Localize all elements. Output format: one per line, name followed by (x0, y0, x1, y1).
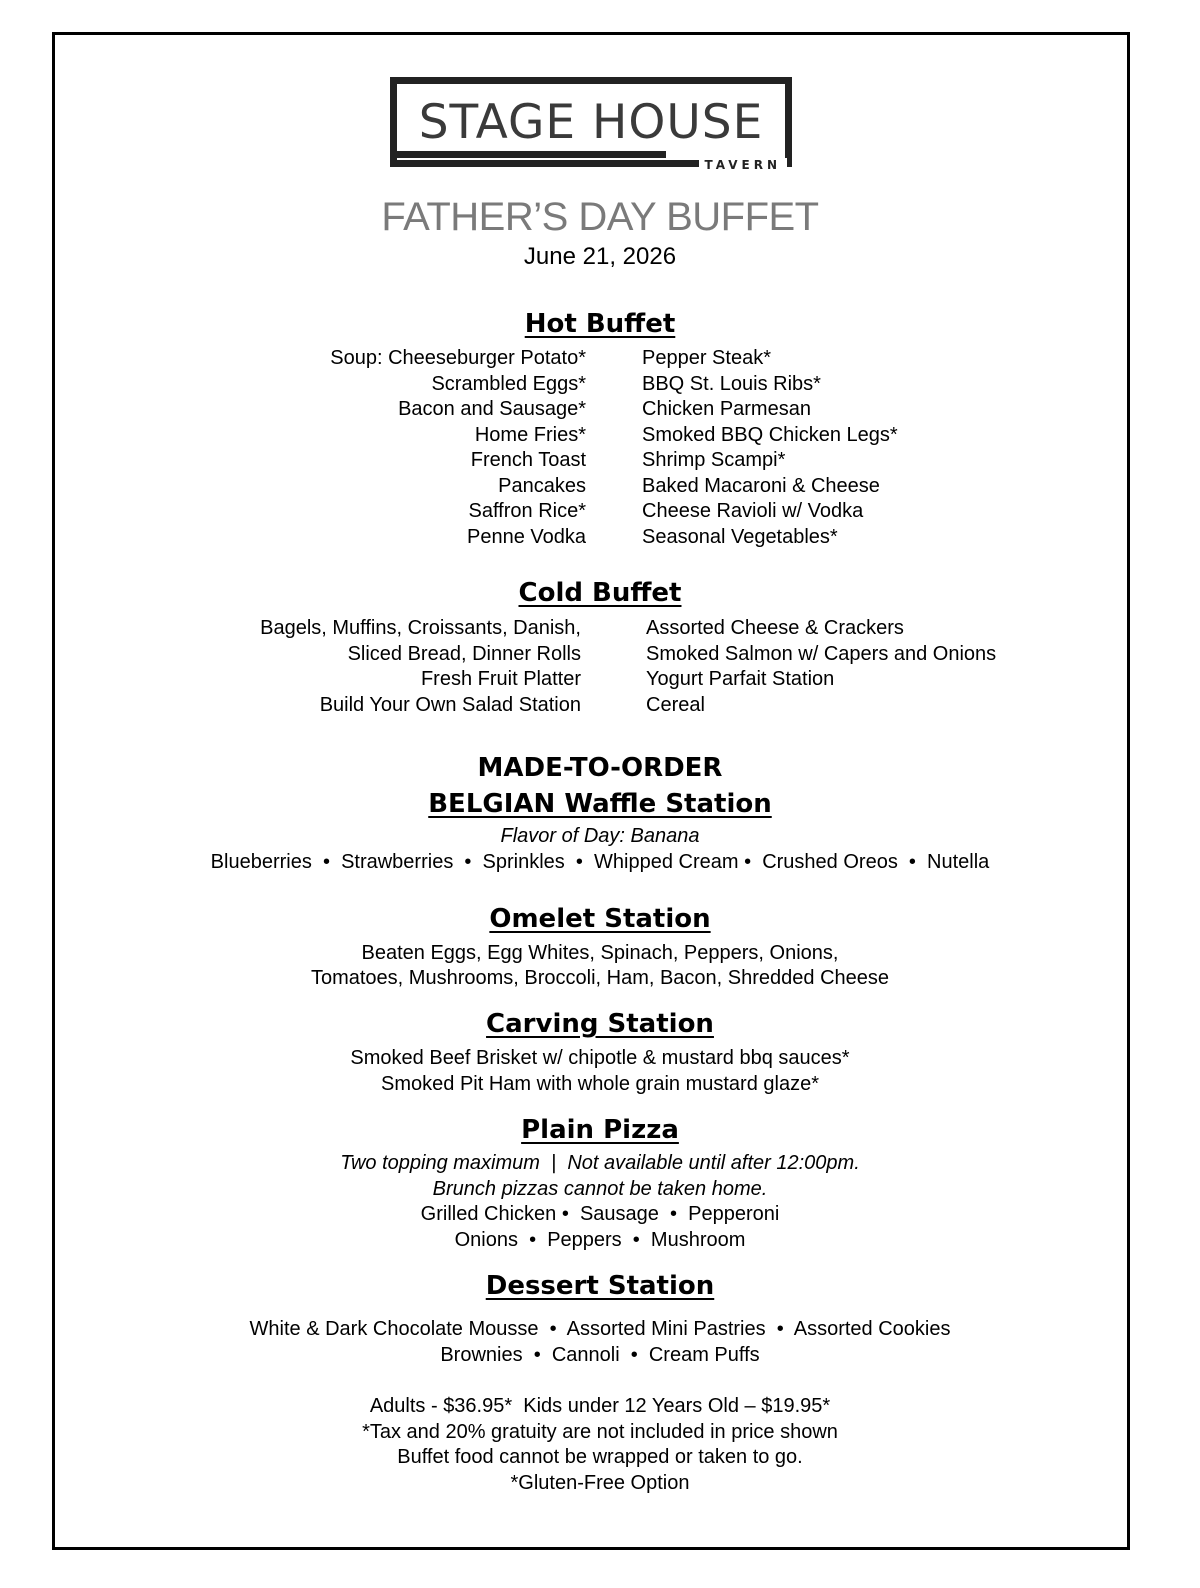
list-item: Bagels, Muffins, Croissants, Danish, (260, 617, 581, 639)
waffle-heading-top: MADE-TO-ORDER (477, 753, 723, 783)
omelet-line-2: Tomatoes, Mushrooms, Broccoli, Ham, Bacon, Shredded Cheese (310, 967, 890, 989)
list-item: Cheese Ravioli w/ Vodka (642, 500, 864, 522)
waffle-heading: BELGIAN Waffle Station (428, 789, 772, 819)
list-item: French Toast (470, 449, 586, 471)
to-go-note: Buffet food cannot be wrapped or taken to go. (397, 1446, 803, 1468)
pizza-toppings-2: Onions • Peppers • Mushroom (454, 1229, 746, 1251)
carving-line-2: Smoked Pit Ham with whole grain mustard glaze* (381, 1073, 819, 1095)
dessert-line-2: Brownies • Cannoli • Cream Puffs (440, 1344, 760, 1366)
pizza-toppings-1: Grilled Chicken • Sausage • Pepperoni (420, 1203, 780, 1225)
price-line: Adults - $36.95* Kids under 12 Years Old – $19.95* (369, 1395, 831, 1417)
list-item: Smoked Salmon w/ Capers and Onions (646, 642, 997, 665)
list-item: Yogurt Parfait Station (646, 668, 835, 690)
page-title: FATHER’S DAY BUFFET (381, 195, 819, 239)
list-item: Chicken Parmesan (642, 398, 811, 420)
pizza-note-2: Brunch pizzas cannot be taken home. (432, 1178, 768, 1200)
dessert-line-1: White & Dark Chocolate Mousse • Assorted Mini Pastries • Assorted Cookies (249, 1318, 951, 1340)
list-item: Pepper Steak* (642, 347, 771, 369)
hot-buffet-heading: Hot Buffet (524, 309, 676, 339)
list-item: Sliced Bread, Dinner Rolls (347, 642, 581, 665)
list-item: Bacon and Sausage* (398, 398, 586, 420)
list-item: Soup: Cheeseburger Potato* (330, 347, 586, 369)
waffle-toppings: Blueberries • Strawberries • Sprinkles • Whipped Cream • Crushed Oreos • Nutella (210, 851, 990, 873)
omelet-line-1: Beaten Eggs, Egg Whites, Spinach, Peppers, Onions, (361, 942, 839, 964)
hot-buffet-left-list (330, 346, 586, 550)
stage-house-logo (390, 77, 792, 172)
dessert-heading: Dessert Station (485, 1271, 715, 1301)
gluten-free-note: *Gluten-Free Option (510, 1472, 690, 1494)
event-date: June 21, 2026 (523, 243, 677, 270)
list-item: Home Fries* (474, 423, 586, 446)
list-item: Shrimp Scampi* (642, 449, 786, 471)
list-item: Cereal (646, 693, 705, 716)
list-item: Baked Macaroni & Cheese (642, 474, 880, 497)
list-item: Penne Vodka (467, 525, 586, 548)
list-item: Scrambled Eggs* (431, 372, 586, 395)
cold-buffet-right-list (646, 616, 996, 718)
hot-buffet-right-list (642, 346, 898, 550)
logo-name: STAGE HOUSE (418, 95, 764, 150)
list-item: Build Your Own Salad Station (319, 693, 581, 716)
list-item: Smoked BBQ Chicken Legs* (642, 423, 898, 446)
pizza-note-1: Two topping maximum | Not available until after 12:00pm. (340, 1152, 860, 1174)
list-item: Fresh Fruit Platter (420, 668, 581, 690)
list-item: Pancakes (498, 474, 586, 497)
waffle-flavor: Flavor of Day: Banana (500, 825, 700, 847)
tax-note: *Tax and 20% gratuity are not included in price shown (362, 1421, 838, 1443)
logo-subtitle: TAVERN (699, 158, 788, 172)
logo-underline (390, 151, 666, 158)
carving-heading: Carving Station (486, 1009, 714, 1039)
list-item: Saffron Rice* (468, 500, 586, 522)
cold-buffet-left-list (260, 616, 581, 718)
list-item: Assorted Cheese & Crackers (646, 617, 904, 639)
pizza-heading: Plain Pizza (521, 1115, 679, 1145)
list-item: Seasonal Vegetables* (642, 525, 838, 548)
carving-line-1: Smoked Beef Brisket w/ chipotle & mustard bbq sauces* (350, 1047, 850, 1069)
omelet-heading: Omelet Station (489, 904, 711, 934)
list-item: BBQ St. Louis Ribs* (642, 372, 821, 395)
cold-buffet-heading: Cold Buffet (518, 578, 682, 608)
